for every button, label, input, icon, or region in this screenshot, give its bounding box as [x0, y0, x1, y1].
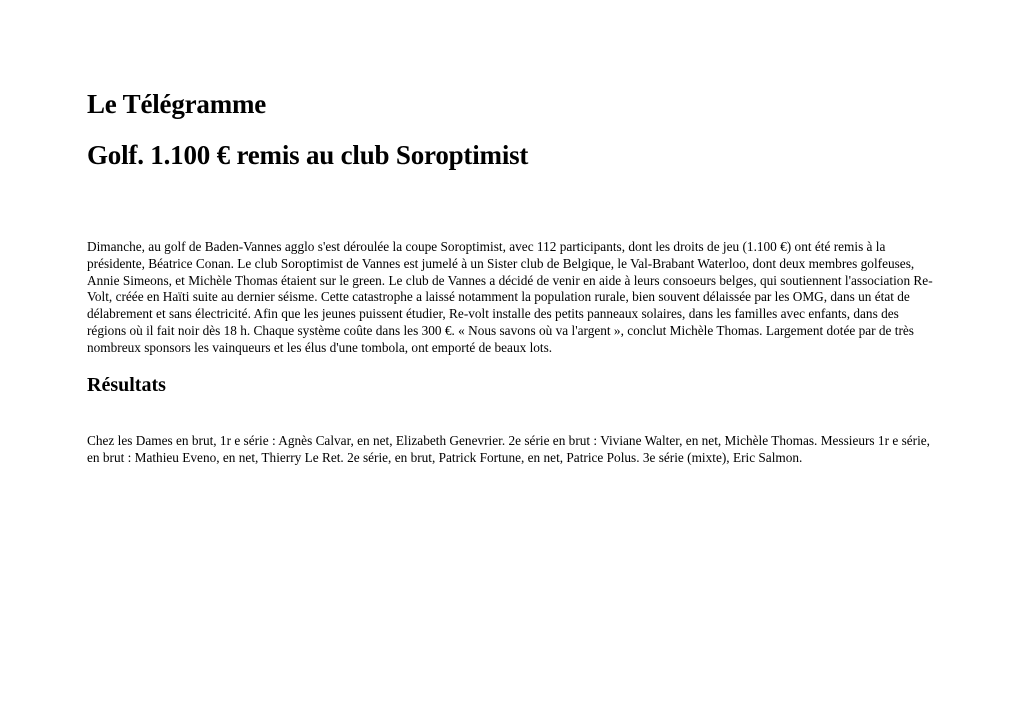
article [87, 86, 937, 467]
article-headline: Golf. 1.100 € remis au club Soroptimist [87, 140, 529, 170]
results-text: Chez les Dames en brut, 1r e série : Agnès Calvar, en net, Elizabeth Genevrier. 2e série en brut : Viviane Walter, en net, Michèle Thomas. Messieurs 1r e série, en brut : Mathieu Eveno, en net, Thierry Le Ret. 2e série, en brut, Patrick Fortune, en net, Patrice Polus. 3e série (mixte), Eric Salmon. [87, 432, 930, 466]
results-heading: Résultats [87, 373, 166, 396]
article-body: Dimanche, au golf de Baden-Vannes agglo s'est déroulée la coupe Soroptimist, avec 112 participants, dont les droits de jeu (1.100 €) ont été remis à la présidente, Béatrice Conan. Le club Soroptimist de Vannes est jumelé à un Sister club de Belgique, le Val-Brabant Waterloo, dont deux membres golfeuses, Annie Simeons, et Michèle Thomas étaient sur le green. Le club de Vannes a décidé de venir en aide à leurs consoeurs belges, qui soutiennent l'association Re-Volt, créée en Haïti suite au dernier séisme. Cette catastrophe a laissé notamment la population rurale, bien souvent délaissée par les OMG, dans un état de délabrement et sans électricité. Afin que les jeunes puissent étudier, Re-volt installe des petits panneaux solaires, dans les familles avec enfants, dans des régions où il fait noir dès 18 h. Chaque système coûte dans les 300 €. « Nous savons où va l'argent », conclut Michèle Thomas. Largement dotée par de très nombreux sponsors les vainqueurs et les élus d'une tombola, ont emporté de beaux lots. [87, 239, 933, 355]
publication-title: Le Télégramme [87, 89, 267, 119]
